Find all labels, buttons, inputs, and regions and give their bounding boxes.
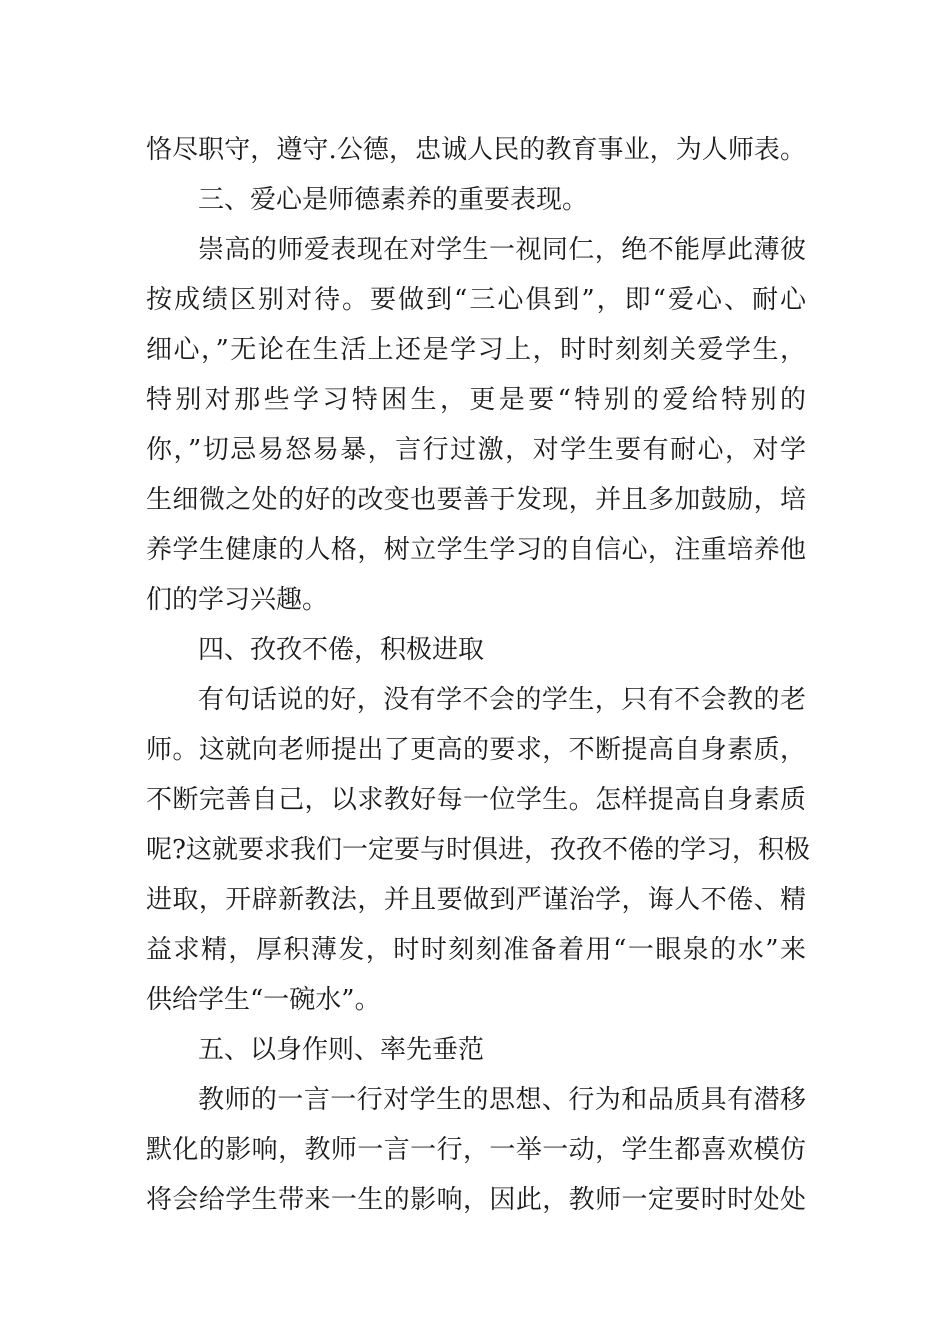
section-heading-5: 五、以身作则、率先垂范 [198, 1035, 485, 1065]
text-line-20: 教师的一言一行对学生的思想、行为和品质具有潜移 [198, 1085, 806, 1115]
text-line-21: 默化的影响，教师一言一行，一举一动，学生都喜欢模仿 [146, 1135, 806, 1165]
text-line-10: 们的学习兴趣。 [146, 585, 329, 615]
text-line-13: 师。这就向老师提出了更高的要求，不断提高自身素质， [146, 735, 806, 765]
text-line-7: 你，”切忌易怒易暴，言行过激，对学生要有耐心，对学 [146, 435, 806, 465]
text-line-12: 有句话说的好，没有学不会的学生，只有不会教的老 [198, 685, 806, 715]
text-line-6: 特别对那些学习特困生，更是要“特别的爱给特别的 [146, 385, 806, 415]
section-heading-3: 三、爱心是师德素养的重要表现。 [198, 185, 589, 215]
text-line-1: 恪尽职守，遵守.公德，忠诚人民的教育事业，为人师表。 [146, 135, 806, 165]
text-line-17: 益求精，厚积薄发，时时刻刻准备着用“一眼泉的水”来 [146, 935, 806, 965]
text-line-3: 崇高的师爱表现在对学生一视同仁，绝不能厚此薄彼 [198, 235, 806, 265]
section-heading-4: 四、孜孜不倦，积极进取 [198, 635, 485, 665]
text-line-15: 呢?这就要求我们一定要与时俱进，孜孜不倦的学习，积极 [146, 835, 810, 865]
text-line-16: 进取，开辟新教法，并且要做到严谨治学，诲人不倦、精 [146, 885, 806, 915]
text-line-22: 将会给学生带来一生的影响，因此，教师一定要时时处处 [146, 1185, 806, 1215]
text-line-4: 按成绩区别对待。要做到“三心俱到”，即“爱心、耐心 [146, 285, 806, 315]
text-line-5: 细心，”无论在生活上还是学习上，时时刻刻关爱学生， [146, 335, 806, 365]
text-line-9: 养学生健康的人格，树立学生学习的自信心，注重培养他 [146, 535, 806, 565]
text-line-18: 供给学生“一碗水”。 [146, 985, 381, 1015]
text-line-8: 生细微之处的好的改变也要善于发现，并且多加鼓励，培 [146, 485, 806, 515]
text-line-14: 不断完善自己，以求教好每一位学生。怎样提高自身素质 [146, 785, 806, 815]
